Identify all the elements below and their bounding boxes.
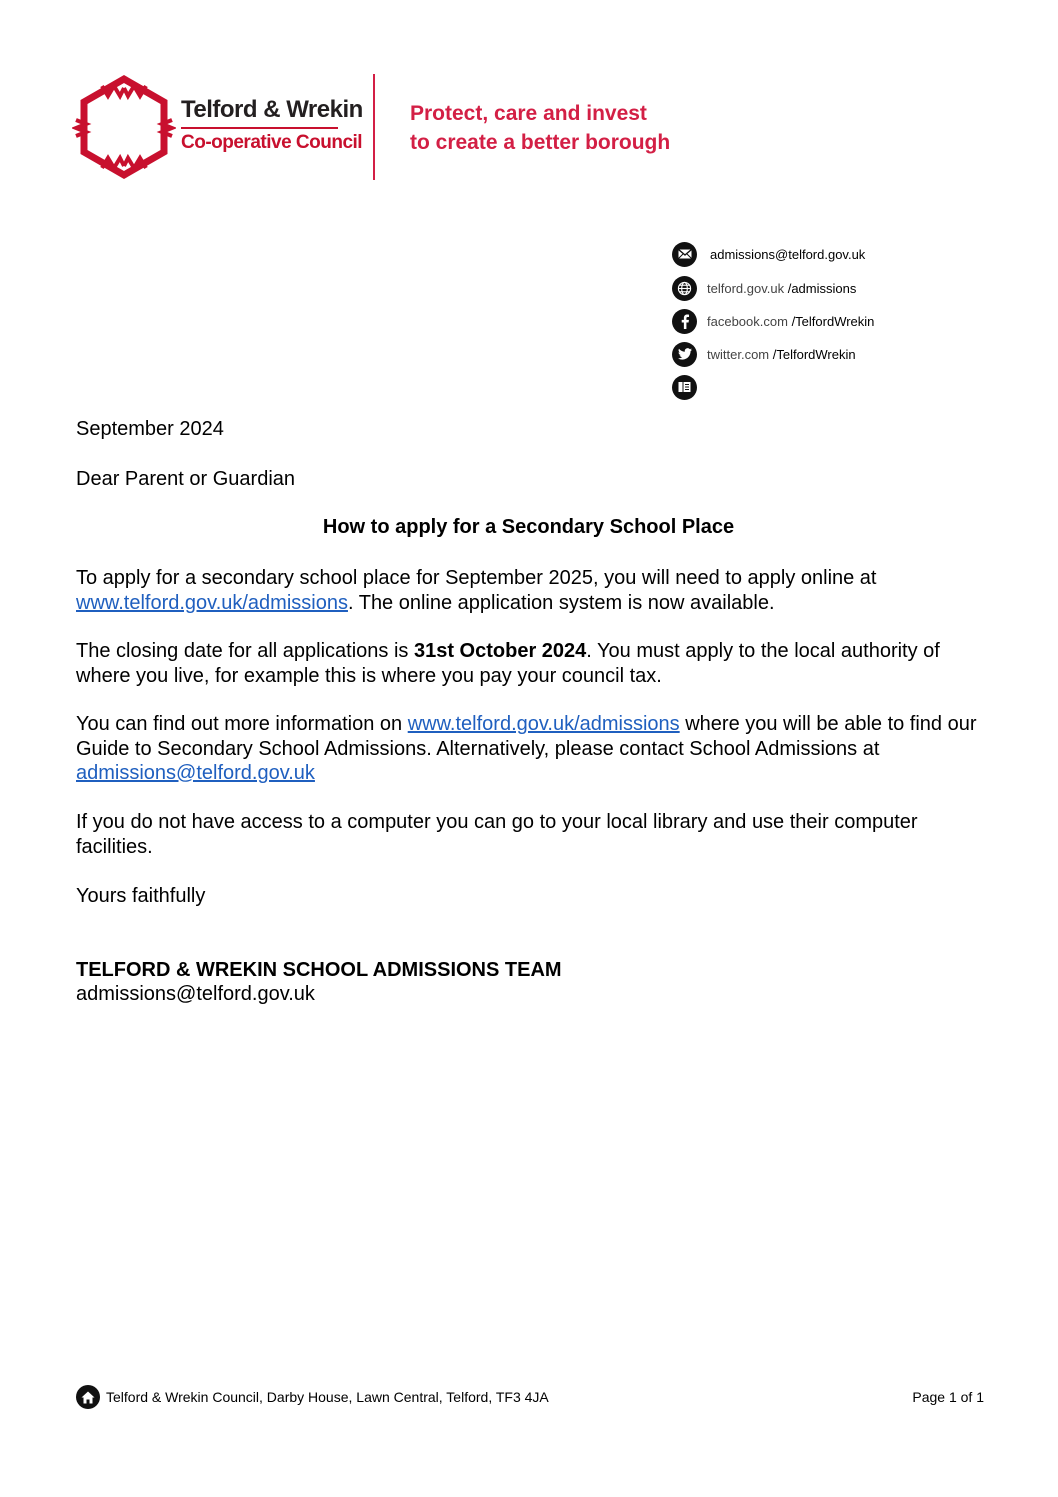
contact-facebook[interactable] <box>672 308 874 334</box>
contact-website-path: /admissions <box>787 280 857 296</box>
letter-salutation: Dear Parent or Guardian <box>76 468 296 490</box>
paragraph-library: If you do not have access to a computer you can go to your local library and use their computer facilities. <box>76 811 918 858</box>
contact-document <box>672 374 697 400</box>
document-icon <box>672 375 697 400</box>
p3-text-before: You can find out more information on <box>76 713 408 735</box>
home-icon <box>76 1385 100 1409</box>
signature-team: TELFORD & WREKIN SCHOOL ADMISSIONS TEAM <box>76 959 562 981</box>
council-wordmark <box>181 96 363 154</box>
contact-twitter[interactable] <box>672 341 856 367</box>
twitter-icon <box>672 342 697 367</box>
contact-twitter-text <box>707 347 856 362</box>
contact-website-text <box>707 281 856 296</box>
p1-text-before: To apply for a secondary school place for September 2025, you will need to apply online at <box>76 567 877 589</box>
paragraph-apply-online <box>76 566 986 615</box>
p2-text-after: . You must apply to the local authority of where you live, for example this is where you pay your council tax. <box>76 640 940 687</box>
p3-text-middle: where you will be able to find our Guide to Secondary School Admissions. Alternatively, please contact School Admissions at <box>76 713 977 760</box>
tagline-line-1: Protect, care and invest <box>410 102 647 125</box>
contact-twitter-domain: twitter.com <box>707 346 770 362</box>
p1-text-after: . The online application system is now available. <box>347 591 775 614</box>
admissions-link-2[interactable]: www.telford.gov.uk/admissions <box>407 713 680 735</box>
logo-line-1: Telford & Wrekin <box>181 96 363 123</box>
contact-website-domain: telford.gov.uk <box>707 280 785 296</box>
letter-date: September 2024 <box>76 418 224 440</box>
contact-email[interactable] <box>672 241 865 267</box>
logo-line-2: Co-operative Council <box>181 132 363 153</box>
contact-facebook-path: /TelfordWrekin <box>791 313 875 329</box>
contact-twitter-path: /TelfordWrekin <box>772 346 856 362</box>
admissions-link[interactable]: www.telford.gov.uk/admissions <box>76 591 348 614</box>
page-number: Page 1 of 1 <box>912 1389 984 1405</box>
letter-heading: How to apply for a Secondary School Place <box>322 516 735 538</box>
tagline-line-2: to create a better borough <box>410 131 671 154</box>
logo-rule <box>181 127 338 129</box>
email-icon <box>672 242 697 267</box>
footer-address: Telford & Wrekin Council, Darby House, Lawn Central, Telford, TF3 4JA <box>106 1389 549 1405</box>
contact-facebook-domain: facebook.com <box>707 313 788 329</box>
signature-email: admissions@telford.gov.uk <box>76 983 315 1005</box>
paragraph-closing-date <box>76 639 986 688</box>
page-footer <box>76 1385 984 1409</box>
letter-closing: Yours faithfully <box>76 885 206 907</box>
council-logo-icon <box>72 74 176 180</box>
globe-icon <box>672 276 697 301</box>
tagline <box>410 99 670 157</box>
contact-email-text: admissions@telford.gov.uk <box>710 246 866 262</box>
p2-text-before: The closing date for all applications is <box>76 640 414 662</box>
facebook-icon <box>672 309 697 334</box>
closing-date: 31st October 2024 <box>413 640 587 662</box>
header-divider <box>373 74 375 180</box>
contact-facebook-text <box>707 314 874 329</box>
admissions-email-link[interactable]: admissions@telford.gov.uk <box>76 762 315 784</box>
contact-website[interactable] <box>672 275 856 301</box>
paragraph-more-info <box>76 712 986 786</box>
